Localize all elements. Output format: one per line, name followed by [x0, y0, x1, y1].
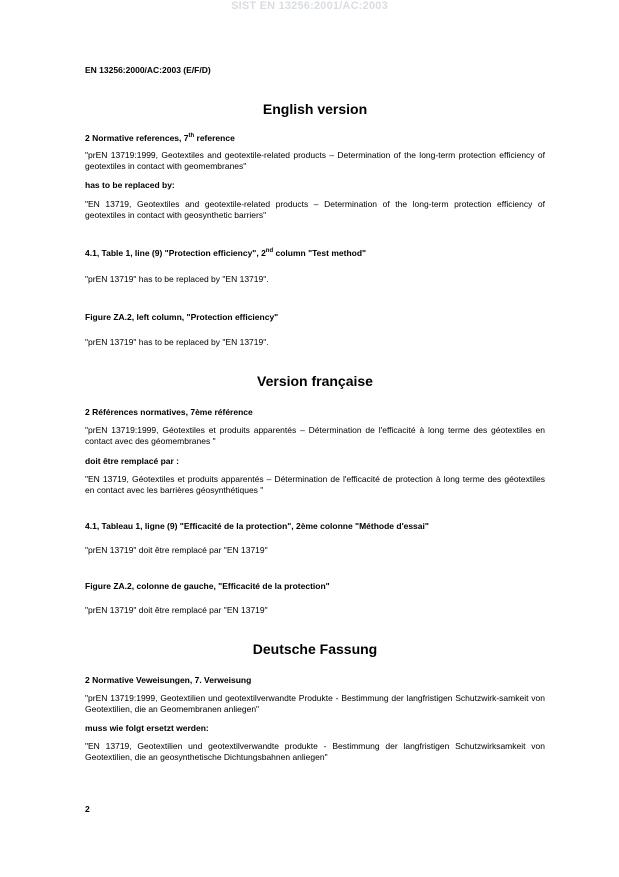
paragraph-new-reference-fr: "EN 13719, Géotextiles et produits apparentés – Détermination de l'efficacité de protection à long terme des géotextiles en contact avec les barrières géosynthétiques "	[85, 474, 545, 495]
paragraph-old-reference: "prEN 13719:1999, Geotextiles and geotextile-related products – Determination of the long-term protection efficiency of geotextiles in contact with geomembranes"	[85, 150, 545, 171]
paragraph-new-reference-de: "EN 13719, Geotextilien und geotextilverwandte produkte - Bestimmung der langfristigen Schutzwirksamkeit von Geotextilien, die an geosynthetische Dichtungsbahnen anliegen"	[85, 741, 545, 762]
heading-tableau-1-ligne-9: 4.1, Tableau 1, ligne (9) "Efficacité de la protection", 2ème colonne "Méthode d'essai"	[85, 521, 429, 531]
section-title-english: English version	[262, 101, 368, 117]
paragraph-figure-replacement: "prEN 13719" has to be replaced by "EN 13719".	[85, 337, 269, 347]
watermark-text: SIST EN 13256:2001/AC:2003	[231, 0, 388, 12]
heading-table-1-line-9	[85, 248, 545, 259]
replaced-by-label: has to be replaced by:	[85, 180, 175, 190]
heading-normative-references	[85, 133, 545, 144]
page-number: 2	[85, 804, 90, 814]
replaced-by-label-de: muss wie folgt ersetzt werden:	[85, 723, 209, 733]
heading-superscript: th	[188, 133, 195, 139]
replaced-by-label-fr: doit être remplacé par :	[85, 456, 180, 466]
paragraph-table-replacement: "prEN 13719" has to be replaced by "EN 13719".	[85, 274, 269, 284]
heading-superscript: nd	[265, 248, 274, 254]
paragraph-old-reference-fr: "prEN 13719:1999, Géotextiles et produits apparentés – Détermination de l'efficacité à long terme des géotextiles en contact avec des géomembranes "	[85, 425, 545, 446]
heading-normative-verweisungen: 2 Normative Veweisungen, 7. Verweisung	[85, 675, 252, 685]
paragraph-old-reference-de: "prEN 13719:1999, Geotextilien und geotextilverwandte Produkte - Bestimmung der langfristigen Schutzwirk-samkeit von Geotextilien, die an Geomembranen anliegen"	[85, 693, 545, 714]
heading-figure-za2-fr: Figure ZA.2, colonne de gauche, "Efficacité de la protection"	[85, 581, 330, 591]
heading-text: 4.1, Table 1, line (9) "Protection efficiency", 2	[85, 248, 266, 258]
heading-figure-za2: Figure ZA.2, left column, "Protection efficiency"	[85, 312, 279, 322]
paragraph-figure-replacement-fr: "prEN 13719" doit être remplacé par "EN 13719"	[85, 605, 268, 615]
document-reference: EN 13256:2000/AC:2003 (E/F/D)	[85, 65, 211, 75]
heading-text-end: reference	[194, 133, 235, 143]
section-title-french: Version française	[257, 373, 373, 389]
section-title-german: Deutsche Fassung	[252, 641, 378, 657]
heading-text-end: column "Test method"	[273, 248, 367, 258]
heading-text: 2 Normative references, 7	[85, 133, 189, 143]
paragraph-table-replacement-fr: "prEN 13719" doit être remplacé par "EN 13719"	[85, 545, 268, 555]
paragraph-new-reference: "EN 13719, Geotextiles and geotextile-related products – Determination of the long-term protection efficiency of geotextiles in contact with geosynthetic barriers"	[85, 199, 545, 220]
heading-references-normatives: 2 Références normatives, 7ème référence	[85, 407, 253, 417]
